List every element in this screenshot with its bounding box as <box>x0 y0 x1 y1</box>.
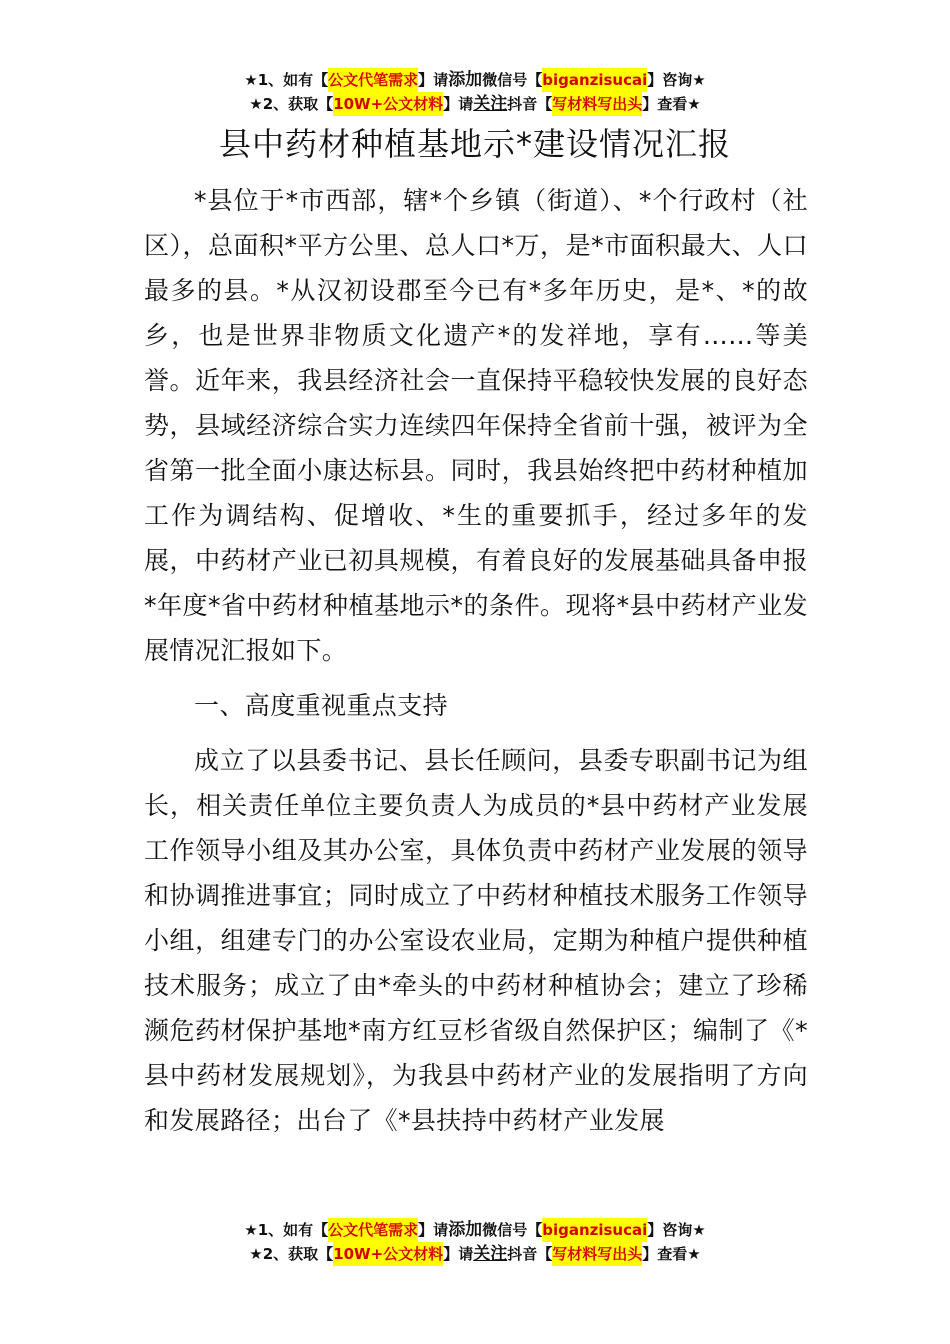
promo-line-1 <box>0 1218 950 1242</box>
section-paragraph: 成立了以县委书记、县长任顾问，县委专职副书记为组长，相关责任单位主要负责人为成员的*县中药材产业发展工作领导小组及其办公室，具体负责中药材产业发展的领导和协调推进事宜；同时成立了中药材种植技术服务工作领导小组，组建专门的办公室设农业局，定期为种植户提供种植技术服务；成立了由*牵头的中药材种植协会；建立了珍稀濒危药材保护基地*南方红豆杉省级自然保护区；编制了《*县中药材发展规划》，为我县中药材产业的发展指明了方向和发展路径；出台了《*县扶持中药材产业发展 <box>144 746 808 1135</box>
promo-text: 抖音【 <box>507 1245 553 1263</box>
promo-text: 】请 <box>443 95 474 113</box>
promo-line-2 <box>0 1242 950 1266</box>
promo-line-1 <box>0 68 950 92</box>
promo-emphasis: 关注 <box>473 94 508 114</box>
promo-text: 】请 <box>418 1221 449 1239</box>
promo-text: ★2、获取【 <box>249 95 334 113</box>
promo-text: 】咨询★ <box>647 71 706 89</box>
promo-emphasis: 关注 <box>473 1244 508 1264</box>
header-promo-banner <box>0 68 950 116</box>
document-title: 县中药材种植基地示*建设情况汇报 <box>218 125 731 163</box>
promo-emphasis: 添加 <box>448 70 483 90</box>
promo-line-2 <box>0 92 950 116</box>
document-body <box>144 178 808 1143</box>
promo-wechat-id: biganzisucai <box>542 68 647 92</box>
footer-promo-banner <box>0 1218 950 1266</box>
promo-highlight: 10W+公文材料 <box>333 1242 443 1266</box>
promo-douyin-id: 写材料写出头 <box>552 1242 642 1266</box>
promo-text: ★1、如有【 <box>244 1221 329 1239</box>
promo-text: 】查看★ <box>642 95 701 113</box>
promo-wechat-id: biganzisucai <box>542 1218 647 1242</box>
promo-text: 抖音【 <box>507 95 553 113</box>
intro-paragraph: *县位于*市西部，辖*个乡镇（街道）、*个行政村（社区），总面积*平方公里、总人口*万，是*市面积最大、人口最多的县。*从汉初设郡至今已有*多年历史，是*、*的故乡，也是世界非物质文化遗产*的发祥地，享有……等美誉。近年来，我县经济社会一直保持平稳较快发展的良好态势，县域经济综合实力连续四年保持全省前十强，被评为全省第一批全面小康达标县。同时，我县始终把中药材种植加工作为调结构、促增收、*生的重要抓手，经过多年的发展，中药材产业已初具规模，有着良好的发展基础具备申报*年度*省中药材种植基地示*的条件。现将*县中药材产业发展情况汇报如下。 <box>144 186 808 665</box>
promo-emphasis: 添加 <box>448 1220 483 1240</box>
promo-text: ★2、获取【 <box>249 1245 334 1263</box>
promo-text: 】请 <box>418 71 449 89</box>
promo-douyin-id: 写材料写出头 <box>552 92 642 116</box>
promo-text: 微信号【 <box>482 71 543 89</box>
promo-highlight: 10W+公文材料 <box>333 92 443 116</box>
promo-text: 】查看★ <box>642 1245 701 1263</box>
promo-text: 】请 <box>443 1245 474 1263</box>
section-heading: 一、高度重视重点支持 <box>194 691 449 720</box>
promo-text: 微信号【 <box>482 1221 543 1239</box>
promo-text: 】咨询★ <box>647 1221 706 1239</box>
promo-text: ★1、如有【 <box>244 71 329 89</box>
promo-highlight: 公文代笔需求 <box>328 1218 418 1242</box>
promo-highlight: 公文代笔需求 <box>328 68 418 92</box>
